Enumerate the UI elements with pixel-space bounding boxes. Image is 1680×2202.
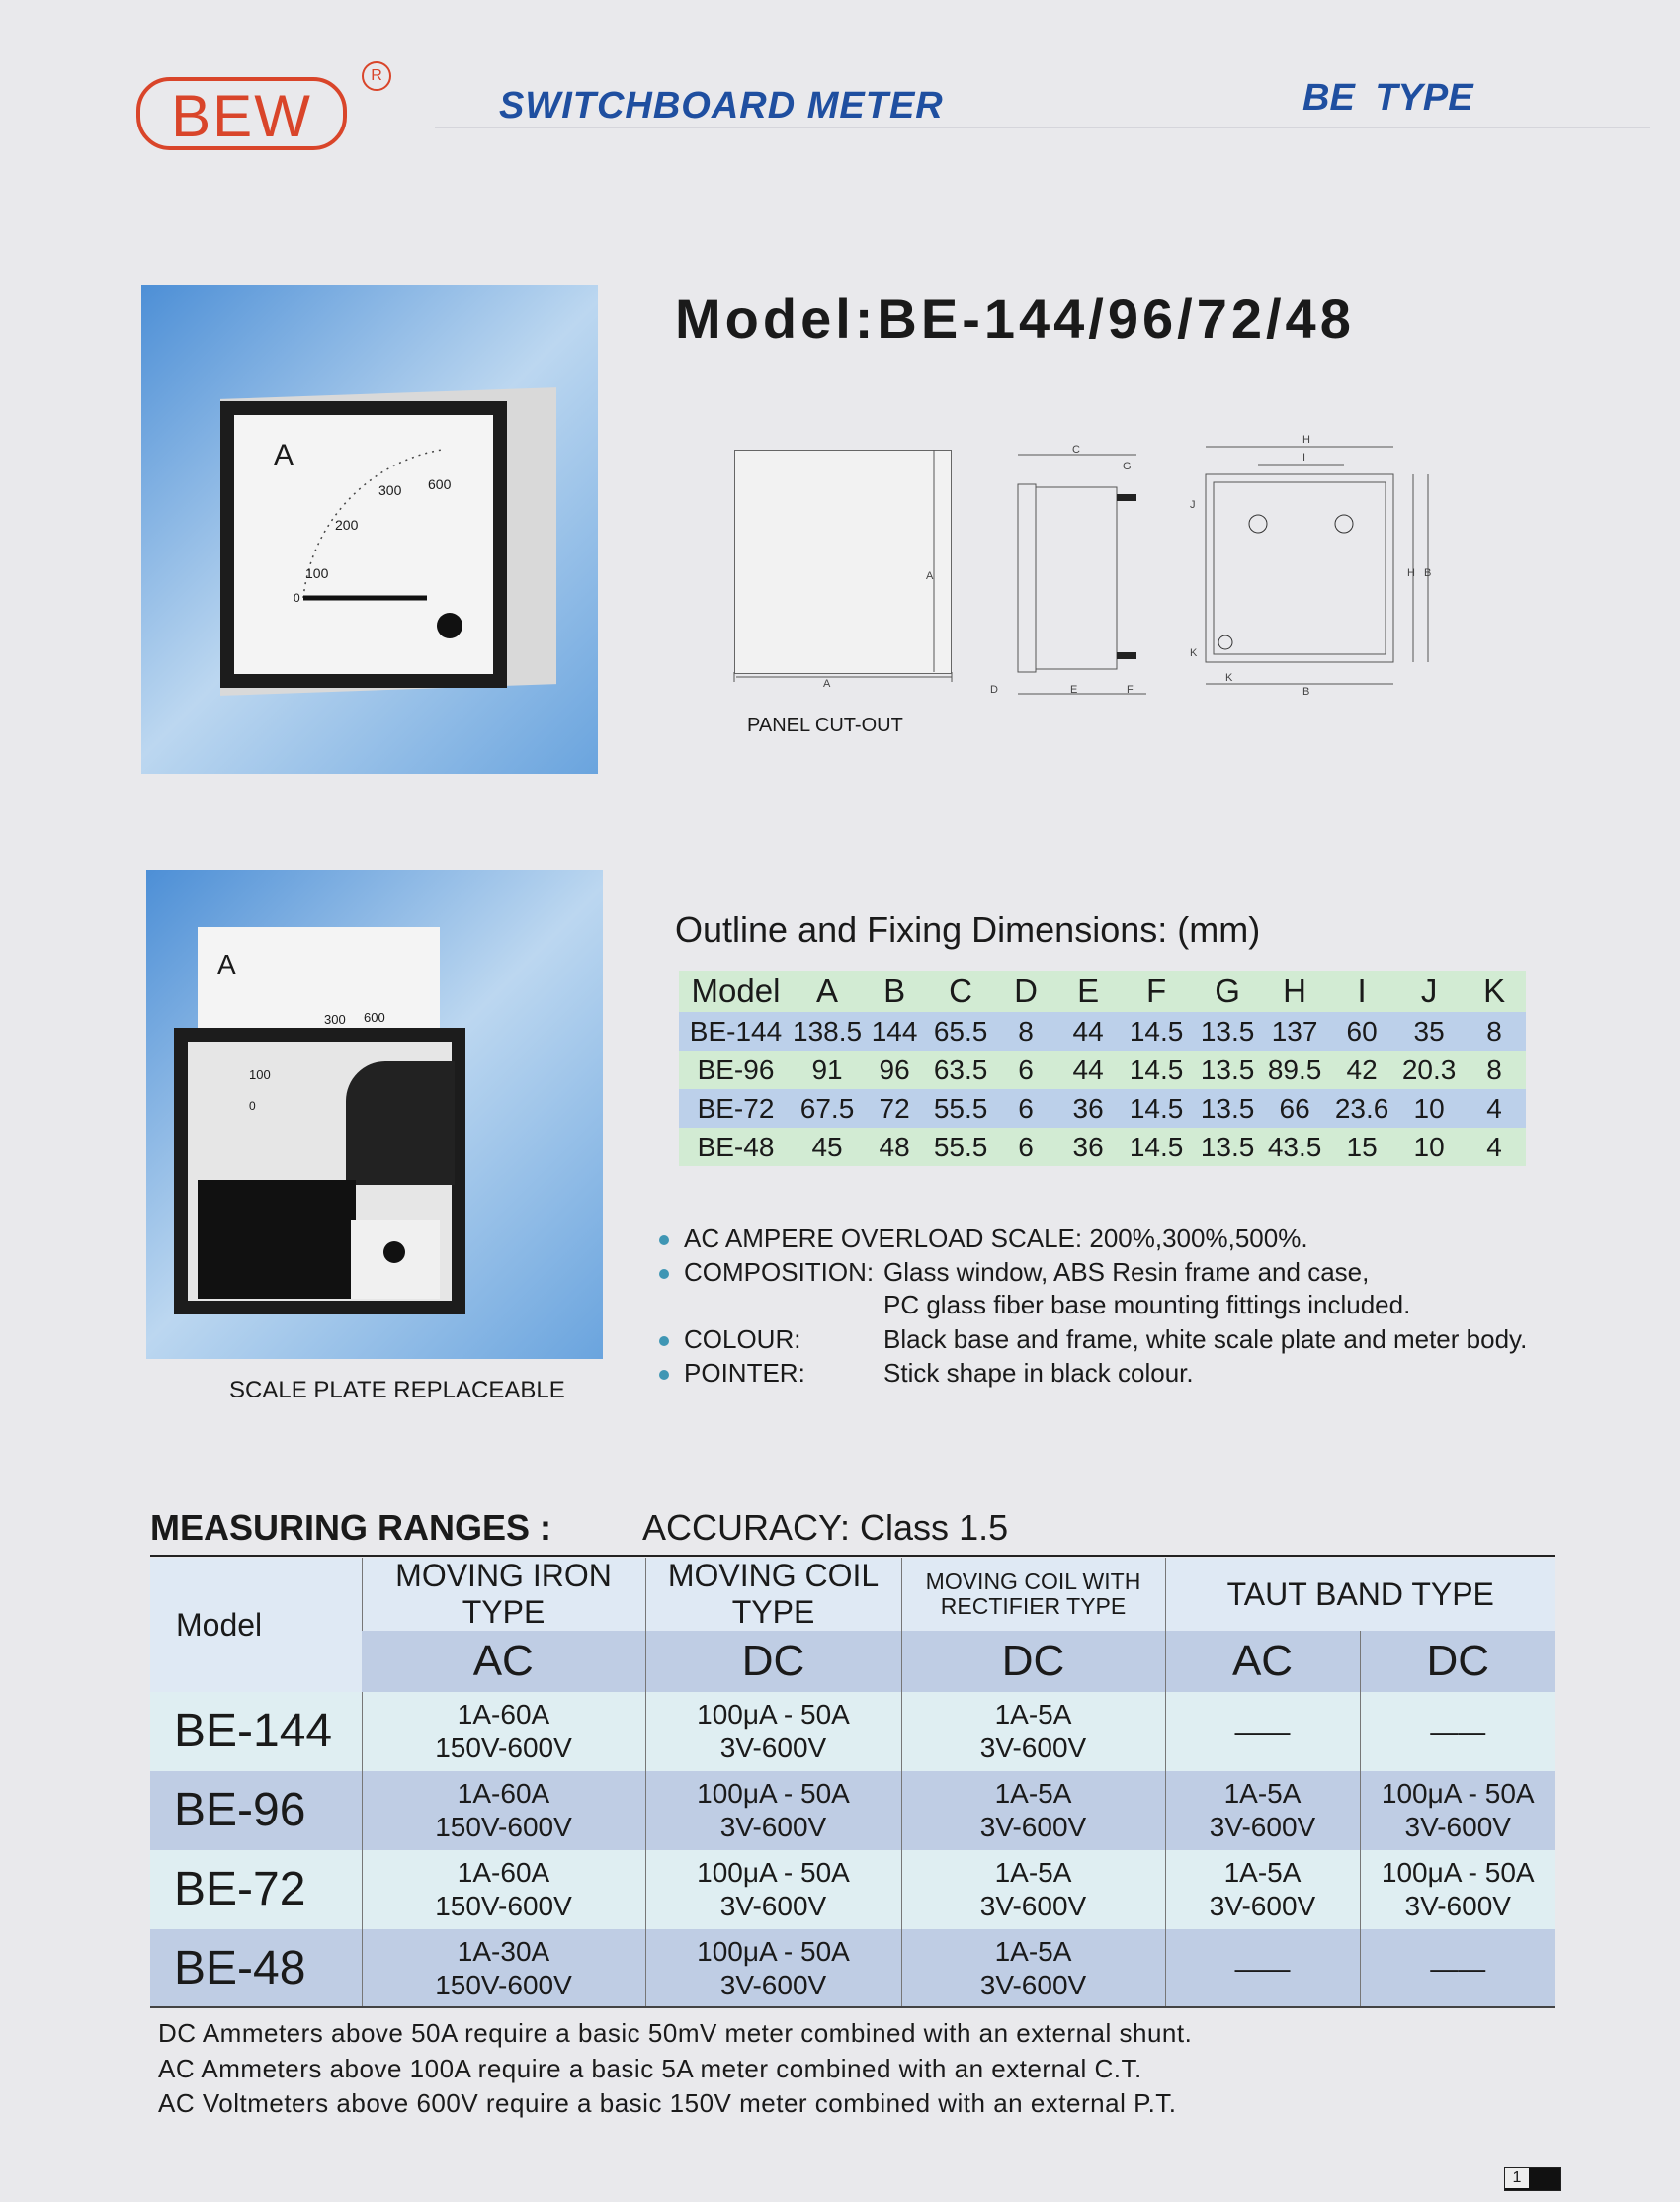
table-cell: 13.5 (1200, 1131, 1255, 1162)
spec-pointer-value: Stick shape in black colour. (883, 1358, 1194, 1388)
table-cell: 14.5 (1129, 1131, 1184, 1162)
range-cell (1165, 1929, 1360, 2008)
meter-open-body (174, 1028, 465, 1314)
scale-label-100: 100 (305, 565, 329, 581)
range-line: 3V-600V (979, 1812, 1087, 1842)
table-cell: 6 (1018, 1092, 1034, 1124)
table-row (679, 1089, 1526, 1128)
photo-caption: SCALE PLATE REPLACEABLE (229, 1377, 565, 1403)
table-cell: 138.5 (793, 1015, 863, 1047)
range-line: 1A-5A (1223, 1857, 1302, 1889)
table-cell: 144 (871, 1015, 918, 1047)
dim-label-b-side: B (1424, 567, 1432, 579)
type-header-taut-band: TAUT BAND TYPE (1165, 1558, 1555, 1631)
table-cell: 6 (1018, 1054, 1034, 1085)
ranges-bottom-rule (150, 2006, 1555, 2008)
dim-label-k-bottom: K (1225, 672, 1233, 684)
range-line: 1A-30A (457, 1936, 550, 1968)
range-cell (1165, 1850, 1360, 1929)
spec-composition-label: COMPOSITION: (684, 1257, 875, 1287)
range-line: 3V-600V (719, 1970, 827, 2000)
range-line: 100μA - 50A (697, 1936, 850, 1968)
scale-label-200: 200 (335, 517, 359, 533)
page-number (1504, 2167, 1561, 2191)
dimensions-table (679, 971, 1526, 1166)
dim-header-b: B (883, 973, 906, 1009)
dim-label-a-bottom: A (823, 678, 831, 690)
table-cell: 10 (1413, 1092, 1445, 1124)
range-line: 1A-60A (457, 1778, 550, 1810)
current-header: AC (362, 1631, 645, 1692)
dim-header-f: F (1145, 973, 1167, 1009)
table-cell: 36 (1072, 1092, 1104, 1124)
note-ac-voltmeters: AC Voltmeters above 600V require a basic 150V meter combined with an external P.T. (158, 2088, 1177, 2118)
dim-label-a-side: A (926, 570, 934, 582)
range-line: 3V-600V (1209, 1812, 1316, 1842)
open-scale-zero: 0 (249, 1099, 256, 1113)
scale-plate-label-300: 300 (324, 1012, 346, 1027)
scale-zero: 0 (294, 591, 300, 605)
range-line: 1A-5A (994, 1857, 1072, 1889)
table-cell: BE-144 (689, 1015, 783, 1047)
range-cell (362, 1692, 645, 1771)
range-cell (901, 1692, 1165, 1771)
range-line: 1A-5A (1223, 1778, 1302, 1810)
scale-label-600: 600 (428, 476, 452, 492)
range-cell (901, 1929, 1165, 2008)
dim-header-d: D (1014, 973, 1038, 1009)
table-cell: 36 (1072, 1131, 1104, 1162)
table-cell: 35 (1413, 1015, 1445, 1047)
dim-header-k: K (1483, 973, 1506, 1009)
range-line: —— (1430, 1716, 1486, 1747)
meter-photo-front (141, 285, 598, 774)
model-title: Model:BE-144/96/72/48 (675, 288, 1355, 350)
table-cell: 66 (1279, 1092, 1310, 1124)
range-line: —— (1234, 1716, 1291, 1747)
range-cell (901, 1771, 1165, 1850)
row-model: BE-72 (150, 1850, 362, 1929)
bullet-icon (659, 1370, 669, 1380)
table-cell: 23.6 (1334, 1092, 1389, 1124)
bullet-icon (659, 1336, 669, 1346)
spec-overload (684, 1224, 1308, 1254)
range-cell (645, 1692, 901, 1771)
range-line: —— (1430, 1953, 1486, 1985)
range-cell (645, 1850, 901, 1929)
spec-overload-label: AC AMPERE OVERLOAD SCALE: (684, 1224, 1083, 1253)
dimensions-header-row (679, 971, 1526, 1012)
table-row (150, 1929, 1555, 2008)
range-cell (1360, 1692, 1555, 1771)
range-line: 100μA - 50A (697, 1857, 850, 1889)
range-cell (901, 1850, 1165, 1929)
table-row (150, 1850, 1555, 1929)
table-cell: BE-48 (697, 1131, 775, 1162)
table-row (679, 1012, 1526, 1051)
dim-label-f: F (1127, 684, 1134, 696)
current-header: DC (1360, 1631, 1555, 1692)
brand-logo: BEW (136, 77, 347, 150)
dim-header-i: I (1357, 973, 1367, 1009)
current-header: AC (1165, 1631, 1360, 1692)
table-cell: 44 (1072, 1054, 1104, 1085)
table-cell: 14.5 (1129, 1092, 1184, 1124)
table-cell: 8 (1486, 1054, 1502, 1085)
table-cell: 42 (1346, 1054, 1378, 1085)
range-cell (362, 1771, 645, 1850)
table-cell: 4 (1486, 1092, 1502, 1124)
range-cell (1360, 1771, 1555, 1850)
range-line: 3V-600V (719, 1812, 827, 1842)
table-row (150, 1771, 1555, 1850)
scale-label-300: 300 (378, 482, 402, 498)
table-cell: 55.5 (933, 1131, 988, 1162)
table-cell: 55.5 (933, 1092, 988, 1124)
table-cell: 15 (1346, 1131, 1378, 1162)
table-cell: 91 (811, 1054, 843, 1085)
table-cell: 48 (879, 1131, 910, 1162)
spec-composition-line1: Glass window, ABS Resin frame and case, (883, 1257, 1370, 1287)
range-cell (645, 1929, 901, 2008)
scale-plate-unit: A (217, 949, 236, 979)
table-cell: 72 (879, 1092, 910, 1124)
range-line: 1A-5A (994, 1699, 1072, 1731)
table-cell: 13.5 (1200, 1015, 1255, 1047)
table-cell: BE-72 (697, 1092, 775, 1124)
scale-plate-label-600: 600 (364, 1010, 385, 1025)
row-model: BE-144 (150, 1692, 362, 1771)
bullet-icon (659, 1235, 669, 1245)
table-cell: 137 (1271, 1015, 1318, 1047)
dim-label-g: G (1123, 461, 1132, 472)
open-scale-label-100: 100 (249, 1067, 271, 1082)
dim-header-j: J (1420, 973, 1438, 1009)
range-line: 1A-5A (994, 1778, 1072, 1810)
table-row (679, 1128, 1526, 1166)
table-cell: 44 (1072, 1015, 1104, 1047)
dim-label-d: D (990, 684, 998, 696)
dim-label-e: E (1070, 684, 1078, 696)
range-line: 3V-600V (1209, 1891, 1316, 1921)
range-line: 3V-600V (979, 1970, 1087, 2000)
range-line: 100μA - 50A (1381, 1857, 1535, 1889)
table-cell: 6 (1018, 1131, 1034, 1162)
table-cell: 13.5 (1200, 1092, 1255, 1124)
table-cell: 67.5 (799, 1092, 855, 1124)
spec-pointer-label: POINTER: (684, 1358, 805, 1388)
note-ac-ammeters: AC Ammeters above 100A require a basic 5A meter combined with an external C.T. (158, 2054, 1142, 2083)
range-line: 3V-600V (719, 1733, 827, 1763)
table-cell: 60 (1346, 1015, 1378, 1047)
table-cell: 45 (811, 1131, 843, 1162)
table-cell: 20.3 (1401, 1054, 1457, 1085)
table-cell: 65.5 (933, 1015, 988, 1047)
dim-header-a: A (816, 973, 839, 1009)
dim-header-g: G (1215, 973, 1240, 1009)
spec-overload-value: 200%,300%,500%. (1089, 1224, 1308, 1253)
table-cell: 14.5 (1129, 1015, 1184, 1047)
dim-header-model: Model (691, 973, 781, 1009)
ranges-current-header-row (150, 1631, 1555, 1692)
registered-mark: R (362, 61, 391, 91)
meter-unit: A (274, 439, 294, 471)
range-line: 3V-600V (719, 1891, 827, 1921)
dim-label-i: I (1302, 452, 1306, 464)
range-line: 3V-600V (979, 1733, 1087, 1763)
table-row (679, 1051, 1526, 1089)
spec-colour-label: COLOUR: (684, 1324, 801, 1354)
current-header: DC (645, 1631, 901, 1692)
range-line: 100μA - 50A (697, 1699, 850, 1731)
range-line: —— (1234, 1953, 1291, 1985)
type-header-moving-coil-rectifier: MOVING COIL WITH RECTIFIER TYPE (901, 1558, 1165, 1631)
type-header-moving-coil: MOVING COIL TYPE (645, 1558, 901, 1631)
range-line: 150V-600V (435, 1891, 572, 1921)
ranges-model-header: Model (150, 1558, 362, 1692)
range-line: 1A-60A (457, 1857, 550, 1889)
table-cell: 8 (1486, 1015, 1502, 1047)
measuring-ranges-table (150, 1558, 1555, 2008)
range-cell (362, 1929, 645, 2008)
spec-composition-line2: PC glass fiber base mounting fittings included. (883, 1290, 1411, 1319)
range-cell (1360, 1929, 1555, 2008)
range-line: 3V-600V (1404, 1891, 1511, 1921)
note-dc-ammeters: DC Ammeters above 50A require a basic 50mV meter combined with an external shunt. (158, 2018, 1193, 2048)
bullet-icon (659, 1269, 669, 1279)
header-title: SWITCHBOARD METER (499, 85, 944, 127)
range-cell (1165, 1692, 1360, 1771)
dim-header-h: H (1283, 973, 1306, 1009)
dim-label-b-bottom: B (1302, 686, 1310, 698)
dimension-drawings (731, 435, 1463, 721)
range-cell (362, 1850, 645, 1929)
range-line: 1A-5A (994, 1936, 1072, 1968)
table-cell: 10 (1413, 1131, 1445, 1162)
dim-label-j: J (1190, 499, 1196, 511)
page-number-text: 1 (1505, 2168, 1529, 2188)
dim-header-c: C (949, 973, 972, 1009)
range-line: 1A-60A (457, 1699, 550, 1731)
range-line: 150V-600V (435, 1733, 572, 1763)
table-cell: 14.5 (1129, 1054, 1184, 1085)
table-cell: 63.5 (933, 1054, 988, 1085)
table-cell: 13.5 (1200, 1054, 1255, 1085)
type-header-moving-iron: MOVING IRON TYPE (362, 1558, 645, 1631)
range-cell (1165, 1771, 1360, 1850)
meter-face (220, 401, 507, 688)
dim-label-c: C (1072, 444, 1080, 456)
zero-adjust-knob (437, 613, 462, 638)
header-type: BE TYPE (1302, 77, 1473, 119)
dim-label-h-side: H (1407, 567, 1415, 579)
dimensions-title: Outline and Fixing Dimensions: (mm) (675, 909, 1261, 950)
range-line: 100μA - 50A (697, 1778, 850, 1810)
dim-label-k-side: K (1190, 647, 1198, 659)
zero-adjust-knob-2 (383, 1241, 405, 1263)
table-cell: 4 (1486, 1131, 1502, 1162)
dim-label-h-top: H (1302, 434, 1310, 446)
header-divider (435, 127, 1650, 128)
range-cell (1360, 1850, 1555, 1929)
meter-photo-open (146, 870, 603, 1359)
table-row (150, 1692, 1555, 1771)
table-cell: 43.5 (1267, 1131, 1322, 1162)
range-line: 3V-600V (979, 1891, 1087, 1921)
table-cell: BE-96 (697, 1054, 775, 1085)
row-model: BE-96 (150, 1771, 362, 1850)
range-line: 3V-600V (1404, 1812, 1511, 1842)
table-cell: 8 (1018, 1015, 1034, 1047)
ranges-type-header-row (150, 1558, 1555, 1631)
table-cell: 96 (879, 1054, 910, 1085)
row-model: BE-48 (150, 1929, 362, 2008)
measuring-ranges-title: MEASURING RANGES : (150, 1507, 552, 1548)
range-cell (645, 1771, 901, 1850)
current-header: DC (901, 1631, 1165, 1692)
ranges-top-rule (150, 1555, 1555, 1557)
table-cell: 89.5 (1267, 1054, 1322, 1085)
range-line: 150V-600V (435, 1812, 572, 1842)
panel-cutout-label: PANEL CUT-OUT (747, 715, 903, 736)
dim-header-e: E (1077, 973, 1100, 1009)
range-line: 100μA - 50A (1381, 1778, 1535, 1810)
range-line: 150V-600V (435, 1970, 572, 2000)
spec-colour-value: Black base and frame, white scale plate and meter body. (883, 1324, 1528, 1354)
accuracy-title: ACCURACY: Class 1.5 (642, 1507, 1009, 1548)
